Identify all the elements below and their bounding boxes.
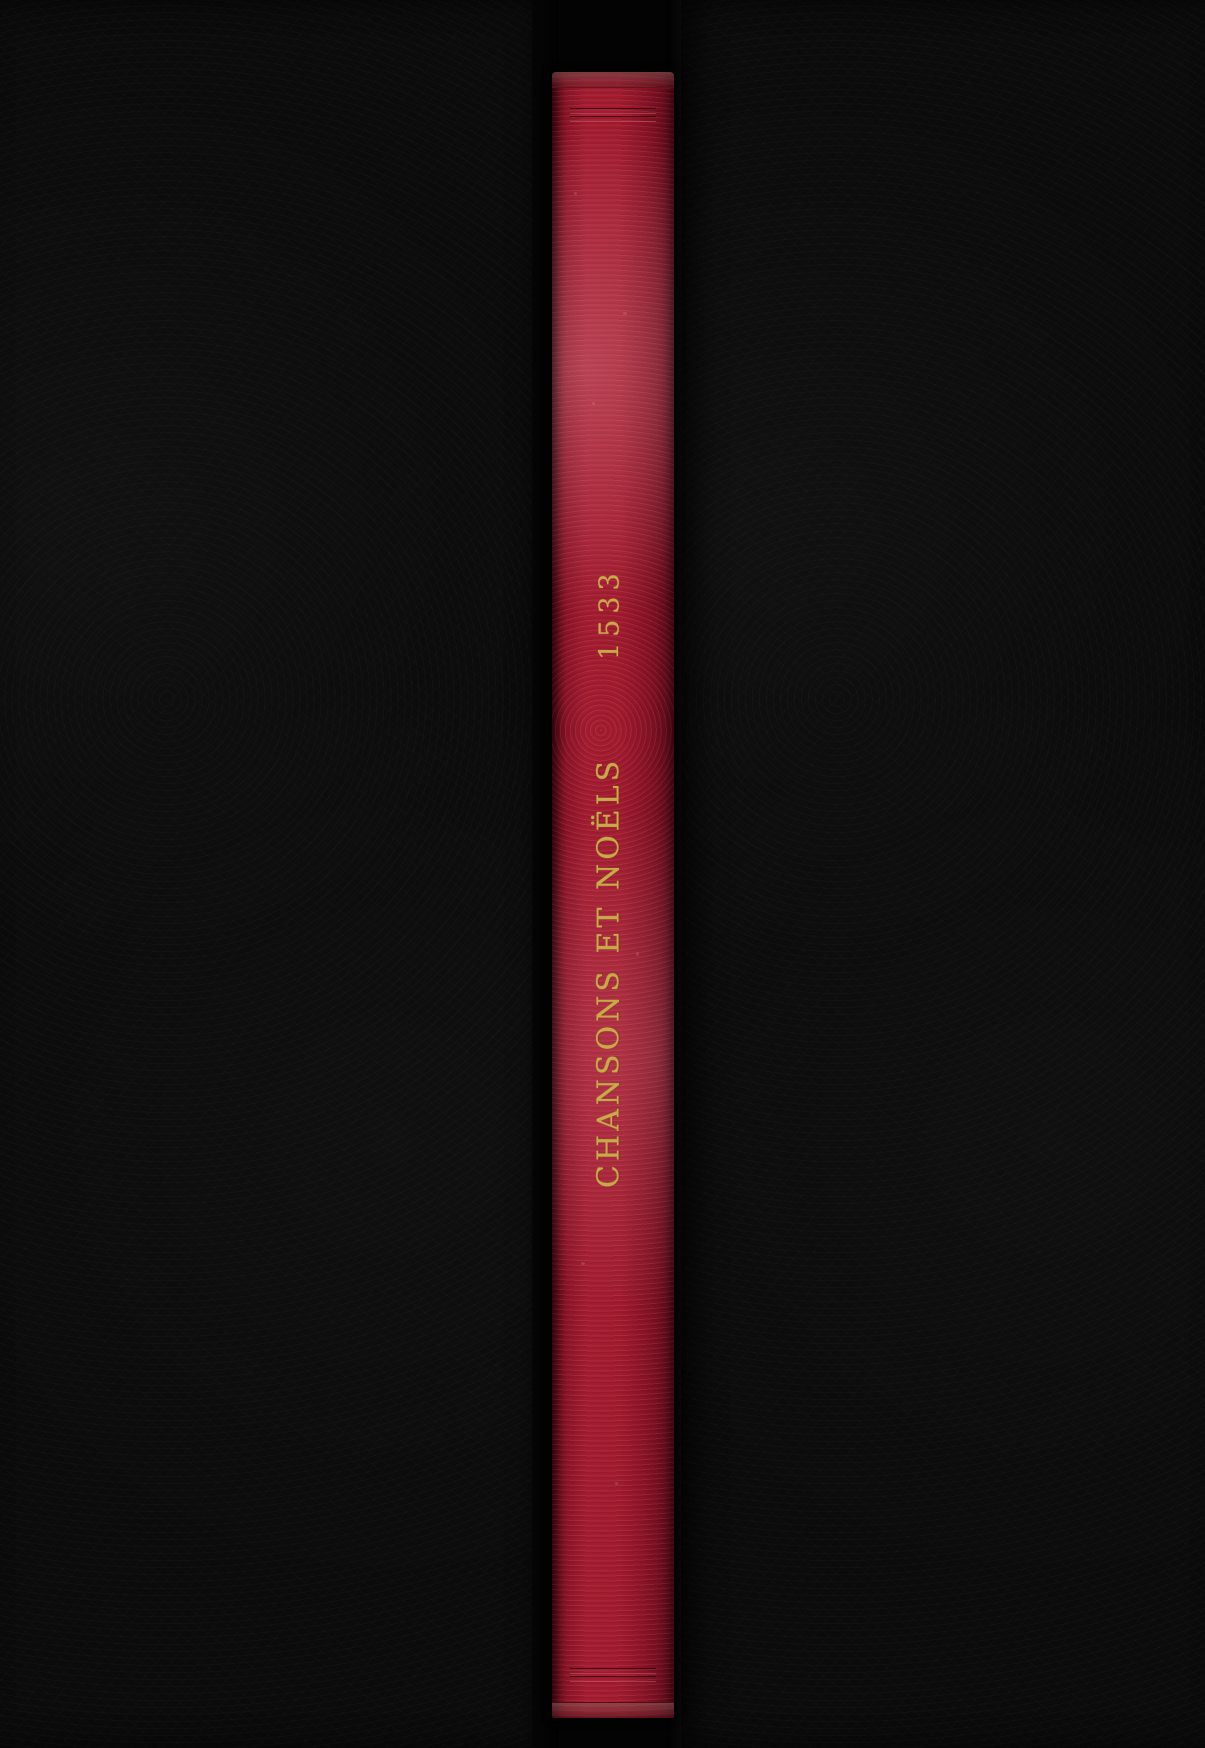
leather-grain	[623, 312, 627, 315]
top-fillet-line	[570, 116, 656, 122]
spine-year: 1533	[594, 567, 626, 661]
spine-bottom-edge	[552, 1702, 674, 1718]
leather-grain	[615, 1482, 618, 1485]
right-cover-board	[679, 0, 1205, 1748]
bottom-fillet-line	[570, 1668, 656, 1674]
bottom-fillet-line	[570, 1676, 656, 1682]
leather-grain	[581, 1262, 585, 1265]
leather-grain	[592, 402, 595, 405]
leather-grain	[574, 192, 577, 195]
spine-top-edge	[552, 72, 674, 88]
leather-grain	[636, 952, 639, 956]
spine-title: CHANSONS ET NOËLS	[591, 756, 627, 1188]
left-cover-board	[0, 0, 555, 1748]
top-fillet-line	[570, 108, 656, 114]
book-spine	[552, 72, 674, 1718]
